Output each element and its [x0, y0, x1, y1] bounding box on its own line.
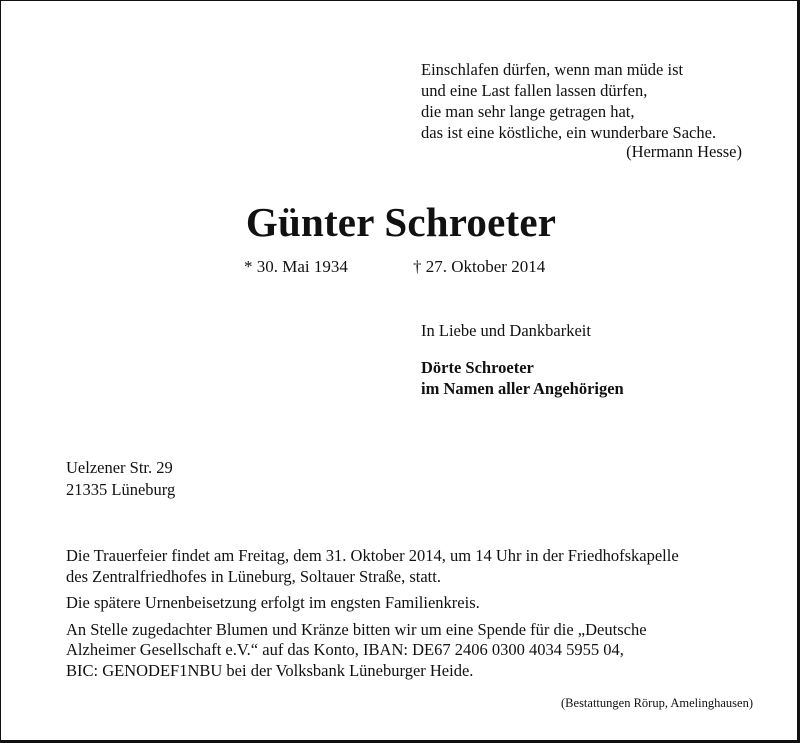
notice-text: [66, 546, 766, 687]
poem-line: Einschlafen dürfen, wenn man müde ist: [421, 60, 684, 79]
poem-quote: [421, 59, 716, 143]
burial-line: Die spätere Urnenbeisetzung erfolgt im engsten Familienkreis.: [66, 593, 480, 612]
mourner-address: [66, 457, 175, 501]
signer-block: [421, 357, 624, 399]
poem-line: das ist eine köstliche, ein wunderbare Sache.: [421, 123, 717, 142]
signer-relation: im Namen aller Angehörigen: [421, 379, 624, 398]
ceremony-paragraph: [66, 546, 766, 587]
deceased-name: Günter Schroeter: [245, 199, 557, 245]
address-city: 21335 Lüneburg: [66, 480, 176, 499]
ceremony-line: Die Trauerfeier findet am Freitag, dem 31. Oktober 2014, um 14 Uhr in der Friedhofskapelle: [66, 546, 679, 565]
funeral-home-credit: (Bestattungen Rörup, Amelinghausen): [561, 696, 753, 710]
burial-paragraph: [66, 593, 766, 614]
donation-line: An Stelle zugedachter Blumen und Kränze bitten wir um eine Spende für die „Deutsche: [66, 619, 647, 639]
closing-phrase: In Liebe und Dankbarkeit: [421, 321, 591, 340]
donation-line: BIC: GENODEF1NBU bei der Volksbank Lüneburger Heide.: [66, 660, 474, 680]
donation-line: Alzheimer Gesellschaft e.V.“ auf das Konto, IBAN: DE67 2406 0300 4034 5955 04,: [66, 640, 624, 659]
address-street: Uelzener Str. 29: [66, 458, 173, 477]
birth-date: * 30. Mai 1934: [244, 257, 348, 276]
signer-name: Dörte Schroeter: [421, 358, 534, 377]
death-date: † 27. Oktober 2014: [413, 257, 546, 276]
poem-author: (Hermann Hesse): [626, 142, 742, 161]
donation-paragraph: [66, 620, 766, 682]
poem-line: und eine Last fallen lassen dürfen,: [421, 81, 648, 100]
poem-line: die man sehr lange getragen hat,: [421, 102, 635, 121]
ceremony-line: des Zentralfriedhofes in Lüneburg, Soltauer Straße, statt.: [66, 566, 441, 586]
